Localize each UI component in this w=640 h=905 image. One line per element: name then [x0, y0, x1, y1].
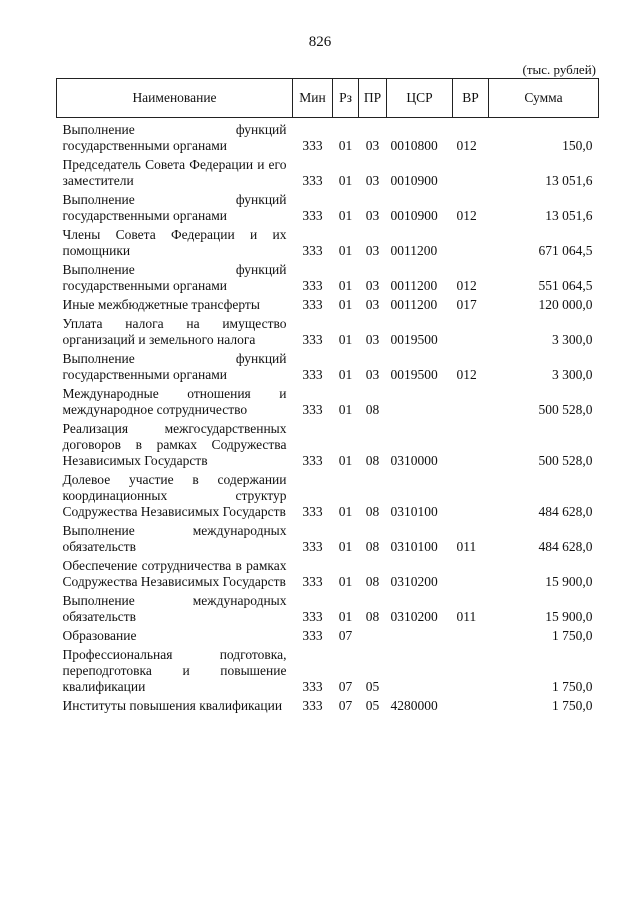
table-row: [57, 155, 599, 190]
table-row: [57, 521, 599, 556]
cell-pr: 08: [365, 402, 380, 417]
cell-vr: [453, 626, 489, 645]
cell-vr: 012: [456, 138, 477, 153]
cell-name: Долевое участие в содержании координационных структур Содружества Независимых Государств: [62, 472, 287, 519]
cell-vr: [453, 645, 489, 696]
cell-rz: 01: [338, 609, 353, 624]
table-row: [57, 295, 599, 314]
table-header: [57, 79, 599, 118]
cell-csr: [387, 384, 453, 419]
cell-sum: 15 900,0: [545, 574, 593, 589]
page-number: 826: [308, 34, 332, 50]
cell-rz: 07: [338, 628, 353, 643]
cell-rz: 07: [338, 698, 353, 713]
cell-rz: 01: [338, 297, 353, 312]
cell-sum: 13 051,6: [545, 173, 593, 188]
cell-pr: 03: [365, 173, 380, 188]
cell-sum: 1 750,0: [552, 679, 593, 694]
cell-csr: 0010900: [390, 173, 438, 188]
cell-name: Реализация межгосударственных договоров в рамках Содружества Независимых Государств: [62, 421, 287, 468]
cell-vr: [453, 556, 489, 591]
cell-pr: 03: [365, 297, 380, 312]
cell-min: 333: [302, 504, 323, 519]
cell-min: 333: [302, 453, 323, 468]
cell-csr: 0310000: [390, 453, 438, 468]
cell-csr: [387, 645, 453, 696]
cell-min: 333: [302, 574, 323, 589]
cell-csr: [387, 626, 453, 645]
cell-sum: 671 064,5: [538, 243, 593, 258]
cell-pr: 03: [365, 278, 380, 293]
cell-vr: 012: [456, 208, 477, 223]
cell-min: 333: [302, 138, 323, 153]
cell-min: 333: [302, 208, 323, 223]
table-row: [57, 118, 599, 156]
cell-min: 333: [302, 539, 323, 554]
cell-name: Обеспечение сотрудничества в рамках Содружества Независимых Государств: [62, 558, 287, 589]
table-row: [57, 556, 599, 591]
cell-pr: 03: [365, 243, 380, 258]
cell-min: 333: [302, 698, 323, 713]
cell-rz: 01: [338, 574, 353, 589]
header-sum: Сумма: [489, 79, 599, 118]
header-rz: Рз: [333, 79, 359, 118]
table-row: [57, 419, 599, 470]
cell-sum: 484 628,0: [538, 539, 593, 554]
cell-rz: 01: [338, 453, 353, 468]
cell-csr: 0010800: [390, 138, 438, 153]
table-row: [57, 225, 599, 260]
cell-rz: 01: [338, 367, 353, 382]
cell-csr: 4280000: [390, 698, 438, 713]
units-note: (тыс. рублей): [522, 62, 596, 77]
cell-rz: 07: [338, 679, 353, 694]
cell-sum: 484 628,0: [538, 504, 593, 519]
cell-sum: 15 900,0: [545, 609, 593, 624]
header-csr: ЦСР: [387, 79, 453, 118]
cell-pr: 03: [365, 138, 380, 153]
cell-rz: 01: [338, 243, 353, 258]
cell-name: Уплата налога на имущество организаций и земельного налога: [62, 316, 287, 347]
cell-pr: 08: [365, 609, 380, 624]
cell-min: 333: [302, 332, 323, 347]
cell-pr: [359, 626, 387, 645]
cell-vr: [453, 419, 489, 470]
cell-csr: 0010900: [390, 208, 438, 223]
cell-pr: 03: [365, 367, 380, 382]
cell-name: Выполнение международных обязательств: [62, 593, 287, 624]
cell-rz: 01: [338, 278, 353, 293]
cell-min: 333: [302, 173, 323, 188]
cell-name: Председатель Совета Федерации и его заместители: [62, 157, 287, 188]
budget-table: [56, 78, 599, 715]
cell-csr: 0310200: [390, 574, 438, 589]
cell-min: 333: [302, 402, 323, 417]
cell-pr: 08: [365, 539, 380, 554]
table-row: [57, 645, 599, 696]
cell-sum: 3 300,0: [552, 332, 593, 347]
table-row: [57, 349, 599, 384]
cell-csr: 0310100: [390, 504, 438, 519]
cell-csr: 0310200: [390, 609, 438, 624]
cell-min: 333: [302, 609, 323, 624]
cell-rz: 01: [338, 539, 353, 554]
table-row: [57, 384, 599, 419]
table-row: [57, 696, 599, 715]
header-min: Мин: [293, 79, 333, 118]
cell-name: Члены Совета Федерации и их помощники: [62, 227, 287, 258]
cell-sum: 120 000,0: [538, 297, 593, 312]
header-pr: ПР: [359, 79, 387, 118]
cell-min: 333: [302, 297, 323, 312]
cell-sum: 13 051,6: [545, 208, 593, 223]
table-body: [57, 118, 599, 716]
cell-vr: [453, 155, 489, 190]
cell-sum: 1 750,0: [552, 698, 593, 713]
cell-vr: [453, 384, 489, 419]
cell-rz: 01: [338, 173, 353, 188]
cell-name: Выполнение международных обязательств: [62, 523, 287, 554]
cell-min: 333: [302, 243, 323, 258]
cell-pr: 03: [365, 208, 380, 223]
cell-name: Выполнение функций государственными органами: [62, 351, 287, 382]
table-row: [57, 190, 599, 225]
cell-vr: 011: [456, 539, 477, 554]
cell-name: Институты повышения квалификации: [62, 698, 283, 713]
cell-sum: 500 528,0: [538, 453, 593, 468]
cell-name: Иные межбюджетные трансферты: [62, 297, 260, 312]
cell-min: 333: [302, 628, 323, 643]
cell-pr: 03: [365, 332, 380, 347]
cell-min: 333: [302, 679, 323, 694]
cell-name: Профессиональная подготовка, переподготовка и повышение квалификации: [62, 647, 287, 694]
cell-sum: 3 300,0: [552, 367, 593, 382]
cell-vr: [453, 696, 489, 715]
cell-min: 333: [302, 278, 323, 293]
cell-csr: 0011200: [390, 297, 438, 312]
header-vr: ВР: [453, 79, 489, 118]
cell-sum: 1 750,0: [552, 628, 593, 643]
cell-vr: [453, 470, 489, 521]
cell-name: Выполнение функций государственными органами: [62, 192, 287, 223]
cell-rz: 01: [338, 208, 353, 223]
cell-rz: 01: [338, 138, 353, 153]
cell-vr: 012: [456, 278, 477, 293]
cell-sum: 500 528,0: [538, 402, 593, 417]
cell-vr: 012: [456, 367, 477, 382]
table-row: [57, 314, 599, 349]
cell-csr: 0019500: [390, 332, 438, 347]
cell-rz: 01: [338, 332, 353, 347]
cell-rz: 01: [338, 504, 353, 519]
cell-name: Международные отношения и международное сотрудничество: [62, 386, 287, 417]
table-row: [57, 470, 599, 521]
header-name: Наименование: [57, 79, 293, 118]
cell-csr: 0310100: [390, 539, 438, 554]
cell-name: Выполнение функций государственными органами: [62, 262, 287, 293]
cell-name: Выполнение функций государственными органами: [62, 122, 287, 153]
cell-pr: 05: [365, 679, 380, 694]
cell-csr: 0019500: [390, 367, 438, 382]
table-row: [57, 626, 599, 645]
cell-pr: 05: [365, 698, 380, 713]
cell-vr: 011: [456, 609, 477, 624]
cell-pr: 08: [365, 574, 380, 589]
cell-min: 333: [302, 367, 323, 382]
cell-sum: 150,0: [562, 138, 593, 153]
cell-pr: 08: [365, 504, 380, 519]
cell-rz: 01: [338, 402, 353, 417]
cell-pr: 08: [365, 453, 380, 468]
table-row: [57, 591, 599, 626]
cell-vr: [453, 225, 489, 260]
cell-csr: 0011200: [390, 278, 438, 293]
cell-sum: 551 064,5: [538, 278, 593, 293]
table-row: [57, 260, 599, 295]
cell-name: Образование: [62, 628, 137, 643]
cell-csr: 0011200: [390, 243, 438, 258]
cell-vr: [453, 314, 489, 349]
cell-vr: 017: [456, 297, 477, 312]
